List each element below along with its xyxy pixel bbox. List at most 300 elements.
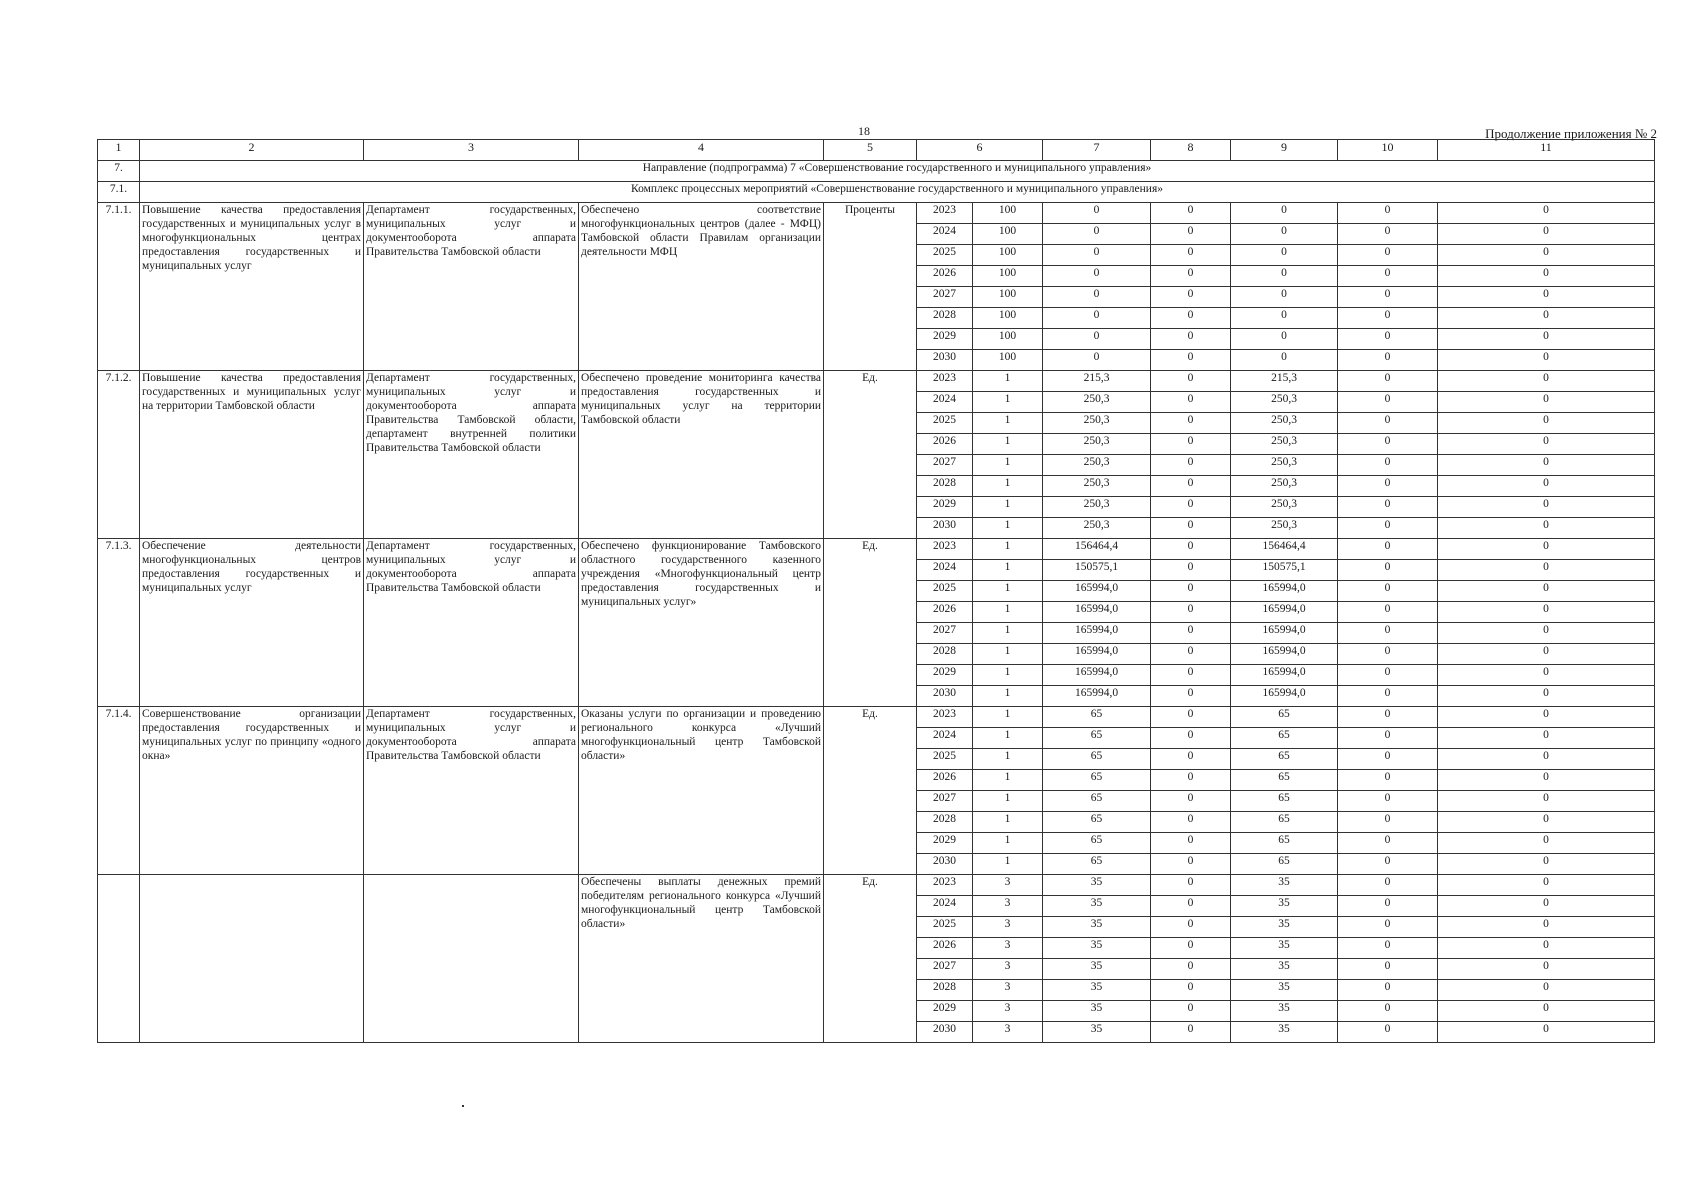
value-cell: 1 (973, 665, 1043, 686)
value-cell: 0 (1231, 329, 1338, 350)
year-cell: 2027 (917, 623, 973, 644)
value-cell: 165994,0 (1231, 581, 1338, 602)
year-cell: 2025 (917, 413, 973, 434)
value-cell: 35 (1043, 1001, 1151, 1022)
value-cell: 65 (1043, 791, 1151, 812)
value-cell: 0 (1151, 917, 1231, 938)
value-cell: 1 (973, 686, 1043, 707)
value-cell: 0 (1338, 812, 1438, 833)
value-cell: 0 (1438, 896, 1655, 917)
value-cell: 0 (1438, 287, 1655, 308)
value-cell: 0 (1043, 224, 1151, 245)
value-cell: 1 (973, 560, 1043, 581)
table-row (98, 203, 1655, 224)
header-cell: 7 (1043, 140, 1151, 161)
year-cell: 2026 (917, 266, 973, 287)
year-cell: 2024 (917, 896, 973, 917)
value-cell: 1 (973, 539, 1043, 560)
value-cell: 0 (1338, 455, 1438, 476)
value-cell: 0 (1438, 623, 1655, 644)
value-cell: 0 (1151, 413, 1231, 434)
header-cell: 6 (917, 140, 1043, 161)
value-cell: 1 (973, 497, 1043, 518)
value-cell: 0 (1231, 245, 1338, 266)
item-number: 7.1.3. (98, 539, 140, 707)
value-cell: 0 (1338, 644, 1438, 665)
item-name (140, 875, 364, 1043)
year-cell: 2024 (917, 728, 973, 749)
value-cell: 0 (1231, 350, 1338, 371)
value-cell: 250,3 (1043, 413, 1151, 434)
value-cell: 0 (1438, 644, 1655, 665)
value-cell: 1 (973, 854, 1043, 875)
value-cell: 35 (1043, 1022, 1151, 1043)
year-cell: 2028 (917, 308, 973, 329)
item-unit: Ед. (824, 371, 917, 539)
value-cell: 0 (1043, 287, 1151, 308)
value-cell: 0 (1043, 203, 1151, 224)
value-cell: 0 (1151, 875, 1231, 896)
item-result: Обеспечены выплаты денежных премий победителям регионального конкурса «Лучший многофункциональный центр Тамбовской области» (579, 875, 824, 1043)
value-cell: 65 (1043, 749, 1151, 770)
year-cell: 2026 (917, 602, 973, 623)
header-cell: 1 (98, 140, 140, 161)
value-cell: 0 (1338, 770, 1438, 791)
value-cell: 35 (1231, 1001, 1338, 1022)
value-cell: 0 (1043, 329, 1151, 350)
value-cell: 250,3 (1231, 434, 1338, 455)
value-cell: 0 (1338, 875, 1438, 896)
value-cell: 0 (1438, 707, 1655, 728)
value-cell: 0 (1338, 791, 1438, 812)
year-cell: 2030 (917, 1022, 973, 1043)
value-cell: 165994,0 (1231, 686, 1338, 707)
year-cell: 2028 (917, 476, 973, 497)
header-cell: 10 (1338, 140, 1438, 161)
value-cell: 1 (973, 623, 1043, 644)
value-cell: 0 (1338, 434, 1438, 455)
value-cell: 0 (1338, 917, 1438, 938)
value-cell: 0 (1338, 224, 1438, 245)
value-cell: 35 (1231, 959, 1338, 980)
value-cell: 0 (1338, 371, 1438, 392)
table-row (98, 707, 1655, 728)
value-cell: 0 (1151, 308, 1231, 329)
value-cell: 0 (1338, 308, 1438, 329)
value-cell: 65 (1043, 770, 1151, 791)
value-cell: 0 (1151, 455, 1231, 476)
value-cell: 65 (1231, 854, 1338, 875)
value-cell: 0 (1438, 665, 1655, 686)
value-cell: 0 (1338, 413, 1438, 434)
year-cell: 2027 (917, 791, 973, 812)
value-cell: 0 (1438, 308, 1655, 329)
value-cell: 0 (1338, 854, 1438, 875)
item-unit: Проценты (824, 203, 917, 371)
value-cell: 0 (1151, 854, 1231, 875)
value-cell: 0 (1438, 875, 1655, 896)
value-cell: 0 (1438, 245, 1655, 266)
value-cell: 0 (1338, 476, 1438, 497)
year-cell: 2025 (917, 917, 973, 938)
value-cell: 0 (1438, 539, 1655, 560)
value-cell: 250,3 (1231, 413, 1338, 434)
value-cell: 0 (1338, 896, 1438, 917)
year-cell: 2024 (917, 392, 973, 413)
value-cell: 0 (1438, 1001, 1655, 1022)
value-cell: 156464,4 (1231, 539, 1338, 560)
value-cell: 0 (1151, 623, 1231, 644)
value-cell: 1 (973, 833, 1043, 854)
value-cell: 0 (1151, 539, 1231, 560)
continuation-label: Продолжение приложения № 2 (1485, 126, 1657, 141)
year-cell: 2023 (917, 371, 973, 392)
value-cell: 0 (1151, 602, 1231, 623)
value-cell: 0 (1438, 686, 1655, 707)
value-cell: 35 (1043, 875, 1151, 896)
value-cell: 65 (1043, 728, 1151, 749)
item-number: 7.1.4. (98, 707, 140, 875)
value-cell: 100 (973, 266, 1043, 287)
value-cell: 0 (1438, 497, 1655, 518)
value-cell: 35 (1231, 980, 1338, 1001)
value-cell: 150575,1 (1043, 560, 1151, 581)
value-cell: 1 (973, 476, 1043, 497)
value-cell: 35 (1043, 980, 1151, 1001)
value-cell: 250,3 (1043, 518, 1151, 539)
header-cell: 8 (1151, 140, 1231, 161)
value-cell: 0 (1151, 224, 1231, 245)
year-cell: 2030 (917, 686, 973, 707)
value-cell: 0 (1151, 476, 1231, 497)
item-result: Оказаны услуги по организации и проведению регионального конкурса «Лучший многофункциональный центр Тамбовской области» (579, 707, 824, 875)
table-row (98, 875, 1655, 896)
value-cell: 65 (1043, 812, 1151, 833)
item-responsible: Департамент государственных, муниципальных услуг и документооборота аппарата Правительства Тамбовской области (364, 539, 579, 707)
value-cell: 0 (1151, 392, 1231, 413)
year-cell: 2028 (917, 644, 973, 665)
year-cell: 2027 (917, 959, 973, 980)
value-cell: 65 (1231, 707, 1338, 728)
year-cell: 2030 (917, 854, 973, 875)
year-cell: 2029 (917, 329, 973, 350)
value-cell: 0 (1338, 350, 1438, 371)
value-cell: 0 (1338, 623, 1438, 644)
year-cell: 2030 (917, 350, 973, 371)
value-cell: 0 (1438, 224, 1655, 245)
item-number: 7.1.1. (98, 203, 140, 371)
value-cell: 215,3 (1231, 371, 1338, 392)
value-cell: 0 (1438, 938, 1655, 959)
value-cell: 1 (973, 644, 1043, 665)
value-cell: 3 (973, 980, 1043, 1001)
value-cell: 0 (1438, 434, 1655, 455)
year-cell: 2024 (917, 224, 973, 245)
value-cell: 0 (1438, 350, 1655, 371)
year-cell: 2029 (917, 497, 973, 518)
value-cell: 65 (1231, 728, 1338, 749)
item-unit: Ед. (824, 539, 917, 707)
value-cell: 0 (1438, 791, 1655, 812)
header-cell: 5 (824, 140, 917, 161)
value-cell: 0 (1438, 854, 1655, 875)
item-number (98, 875, 140, 1043)
item-unit: Ед. (824, 875, 917, 1043)
item-name: Повышение качества предоставления государственных и муниципальных услуг в многофункциональных центрах предоставления государственных и муниципальных услуг (140, 203, 364, 371)
year-cell: 2025 (917, 581, 973, 602)
value-cell: 0 (1438, 1022, 1655, 1043)
value-cell: 1 (973, 392, 1043, 413)
value-cell: 165994,0 (1043, 623, 1151, 644)
header-cell: 9 (1231, 140, 1338, 161)
table-row (98, 371, 1655, 392)
item-name: Совершенствование организации предоставления государственных и муниципальных услуг по принципу «одного окна» (140, 707, 364, 875)
value-cell: 0 (1151, 371, 1231, 392)
value-cell: 3 (973, 1022, 1043, 1043)
value-cell: 0 (1231, 287, 1338, 308)
value-cell: 1 (973, 581, 1043, 602)
value-cell: 0 (1231, 266, 1338, 287)
scan-speck (462, 1105, 464, 1107)
value-cell: 1 (973, 518, 1043, 539)
value-cell: 0 (1338, 287, 1438, 308)
value-cell: 250,3 (1231, 476, 1338, 497)
value-cell: 0 (1338, 203, 1438, 224)
value-cell: 165994,0 (1043, 665, 1151, 686)
value-cell: 0 (1151, 665, 1231, 686)
value-cell: 1 (973, 812, 1043, 833)
value-cell: 0 (1438, 203, 1655, 224)
value-cell: 65 (1231, 791, 1338, 812)
year-cell: 2029 (917, 833, 973, 854)
year-cell: 2027 (917, 455, 973, 476)
year-cell: 2029 (917, 665, 973, 686)
value-cell: 100 (973, 308, 1043, 329)
item-responsible: Департамент государственных, муниципальных услуг и документооборота аппарата Правительства Тамбовской области (364, 203, 579, 371)
value-cell: 0 (1338, 581, 1438, 602)
value-cell: 1 (973, 749, 1043, 770)
value-cell: 165994,0 (1043, 602, 1151, 623)
year-cell: 2029 (917, 1001, 973, 1022)
year-cell: 2024 (917, 560, 973, 581)
value-cell: 35 (1231, 875, 1338, 896)
value-cell: 0 (1338, 329, 1438, 350)
value-cell: 65 (1043, 833, 1151, 854)
subsection-row (98, 182, 1655, 203)
value-cell: 0 (1151, 203, 1231, 224)
header-cell: 11 (1438, 140, 1655, 161)
value-cell: 3 (973, 875, 1043, 896)
value-cell: 0 (1338, 518, 1438, 539)
header-cell: 2 (140, 140, 364, 161)
value-cell: 65 (1043, 707, 1151, 728)
value-cell: 0 (1438, 581, 1655, 602)
item-number: 7.1.2. (98, 371, 140, 539)
value-cell: 0 (1151, 560, 1231, 581)
value-cell: 3 (973, 917, 1043, 938)
item-result: Обеспечено функционирование Тамбовского областного государственного казенного учреждения «Многофункциональный центр предоставления государственных и муниципальных услуг» (579, 539, 824, 707)
value-cell: 0 (1438, 980, 1655, 1001)
value-cell: 0 (1151, 245, 1231, 266)
value-cell: 165994,0 (1043, 644, 1151, 665)
value-cell: 250,3 (1231, 455, 1338, 476)
value-cell: 0 (1151, 329, 1231, 350)
value-cell: 0 (1151, 686, 1231, 707)
value-cell: 0 (1438, 917, 1655, 938)
value-cell: 165994,0 (1043, 581, 1151, 602)
page-number: 18 (858, 124, 870, 138)
value-cell: 0 (1151, 770, 1231, 791)
item-name: Повышение качества предоставления государственных и муниципальных услуг на территории Тамбовской области (140, 371, 364, 539)
value-cell: 0 (1151, 350, 1231, 371)
value-cell: 0 (1338, 686, 1438, 707)
value-cell: 0 (1043, 350, 1151, 371)
year-cell: 2030 (917, 518, 973, 539)
value-cell: 0 (1338, 707, 1438, 728)
year-cell: 2023 (917, 707, 973, 728)
value-cell: 0 (1231, 224, 1338, 245)
value-cell: 0 (1438, 413, 1655, 434)
subsection-number: 7.1. (98, 182, 140, 203)
value-cell: 0 (1043, 266, 1151, 287)
value-cell: 100 (973, 224, 1043, 245)
value-cell: 0 (1151, 728, 1231, 749)
value-cell: 0 (1151, 644, 1231, 665)
value-cell: 35 (1231, 1022, 1338, 1043)
value-cell: 0 (1338, 938, 1438, 959)
value-cell: 165994,0 (1231, 665, 1338, 686)
value-cell: 0 (1151, 791, 1231, 812)
year-cell: 2025 (917, 245, 973, 266)
value-cell: 35 (1043, 938, 1151, 959)
value-cell: 0 (1151, 707, 1231, 728)
item-responsible: Департамент государственных, муниципальных услуг и документооборота аппарата Правительства Тамбовской области, департамент внутренней политики Правительства Тамбовской области (364, 371, 579, 539)
item-responsible: Департамент государственных, муниципальных услуг и документооборота аппарата Правительства Тамбовской области (364, 707, 579, 875)
value-cell: 0 (1338, 602, 1438, 623)
value-cell: 0 (1438, 266, 1655, 287)
value-cell: 0 (1151, 980, 1231, 1001)
value-cell: 1 (973, 791, 1043, 812)
value-cell: 35 (1043, 959, 1151, 980)
value-cell: 150575,1 (1231, 560, 1338, 581)
value-cell: 0 (1338, 833, 1438, 854)
value-cell: 100 (973, 350, 1043, 371)
value-cell: 0 (1151, 287, 1231, 308)
value-cell: 1 (973, 434, 1043, 455)
value-cell: 0 (1438, 602, 1655, 623)
header-row (98, 140, 1655, 161)
value-cell: 65 (1231, 770, 1338, 791)
header-cell: 4 (579, 140, 824, 161)
item-unit: Ед. (824, 707, 917, 875)
value-cell: 0 (1151, 959, 1231, 980)
value-cell: 0 (1151, 812, 1231, 833)
value-cell: 0 (1151, 1022, 1231, 1043)
value-cell: 250,3 (1043, 476, 1151, 497)
subsection-title: Комплекс процессных мероприятий «Совершенствование государственного и муниципального управления» (140, 182, 1655, 203)
value-cell: 35 (1231, 917, 1338, 938)
value-cell: 0 (1438, 728, 1655, 749)
item-responsible (364, 875, 579, 1043)
value-cell: 0 (1438, 455, 1655, 476)
value-cell: 1 (973, 602, 1043, 623)
year-cell: 2028 (917, 812, 973, 833)
section-row (98, 161, 1655, 182)
value-cell: 0 (1338, 539, 1438, 560)
value-cell: 0 (1438, 329, 1655, 350)
year-cell: 2027 (917, 287, 973, 308)
value-cell: 0 (1438, 560, 1655, 581)
value-cell: 0 (1151, 497, 1231, 518)
item-name: Обеспечение деятельности многофункциональных центров предоставления государственных и муниципальных услуг (140, 539, 364, 707)
value-cell: 3 (973, 1001, 1043, 1022)
value-cell: 0 (1438, 959, 1655, 980)
year-cell: 2026 (917, 938, 973, 959)
value-cell: 0 (1438, 812, 1655, 833)
value-cell: 100 (973, 245, 1043, 266)
value-cell: 0 (1438, 371, 1655, 392)
value-cell: 0 (1338, 1001, 1438, 1022)
value-cell: 0 (1151, 581, 1231, 602)
year-cell: 2028 (917, 980, 973, 1001)
value-cell: 65 (1043, 854, 1151, 875)
value-cell: 65 (1231, 833, 1338, 854)
value-cell: 250,3 (1043, 434, 1151, 455)
value-cell: 0 (1151, 1001, 1231, 1022)
value-cell: 165994,0 (1231, 623, 1338, 644)
value-cell: 35 (1231, 896, 1338, 917)
value-cell: 0 (1043, 308, 1151, 329)
year-cell: 2023 (917, 539, 973, 560)
value-cell: 250,3 (1231, 392, 1338, 413)
value-cell: 0 (1338, 728, 1438, 749)
value-cell: 35 (1043, 896, 1151, 917)
value-cell: 100 (973, 203, 1043, 224)
value-cell: 250,3 (1231, 518, 1338, 539)
value-cell: 0 (1151, 938, 1231, 959)
value-cell: 1 (973, 455, 1043, 476)
value-cell: 0 (1338, 392, 1438, 413)
value-cell: 65 (1231, 812, 1338, 833)
value-cell: 1 (973, 371, 1043, 392)
value-cell: 165994,0 (1231, 602, 1338, 623)
table-row (98, 539, 1655, 560)
section-title: Направление (подпрограмма) 7 «Совершенствование государственного и муниципального управления» (140, 161, 1655, 182)
value-cell: 0 (1338, 1022, 1438, 1043)
value-cell: 35 (1231, 938, 1338, 959)
program-table (97, 139, 1655, 1043)
value-cell: 100 (973, 287, 1043, 308)
value-cell: 1 (973, 728, 1043, 749)
value-cell: 0 (1338, 665, 1438, 686)
value-cell: 0 (1151, 833, 1231, 854)
value-cell: 3 (973, 959, 1043, 980)
value-cell: 215,3 (1043, 371, 1151, 392)
value-cell: 0 (1151, 896, 1231, 917)
value-cell: 0 (1338, 749, 1438, 770)
value-cell: 0 (1151, 749, 1231, 770)
value-cell: 0 (1231, 308, 1338, 329)
value-cell: 0 (1338, 245, 1438, 266)
item-result: Обеспечено соответствие многофункциональных центров (далее - МФЦ) Тамбовской области Правилам организации деятельности МФЦ (579, 203, 824, 371)
value-cell: 0 (1338, 560, 1438, 581)
value-cell: 250,3 (1231, 497, 1338, 518)
value-cell: 3 (973, 938, 1043, 959)
value-cell: 0 (1231, 203, 1338, 224)
value-cell: 0 (1338, 959, 1438, 980)
value-cell: 250,3 (1043, 455, 1151, 476)
value-cell: 0 (1438, 476, 1655, 497)
